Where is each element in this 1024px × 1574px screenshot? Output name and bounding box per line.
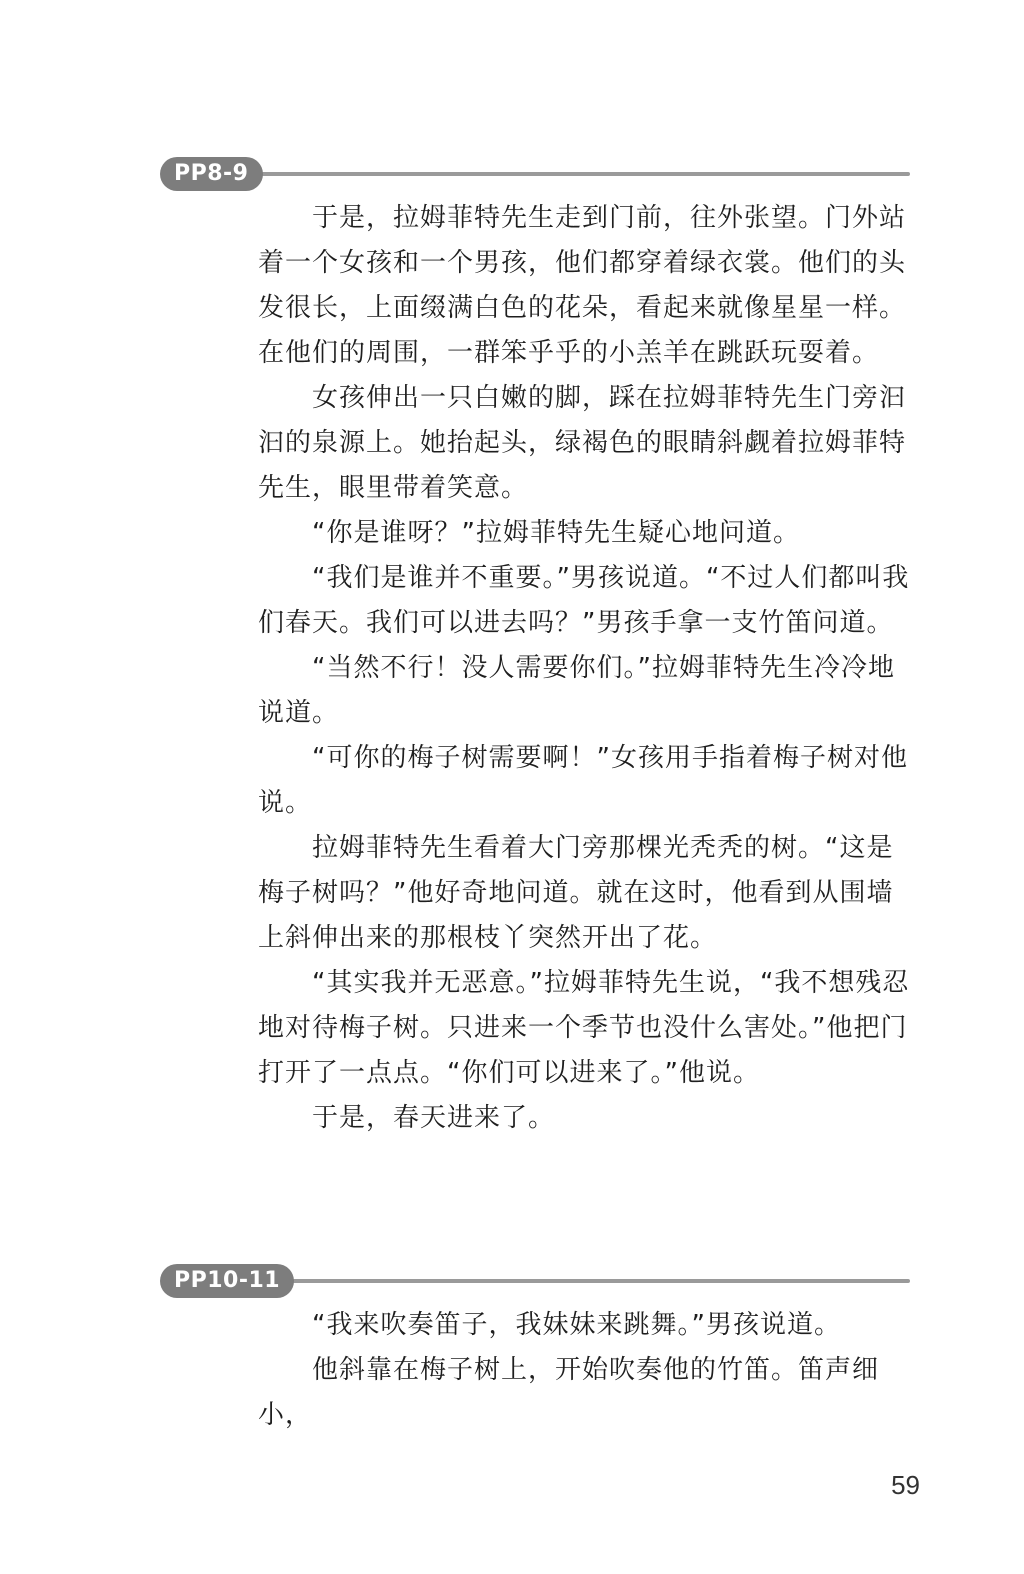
paragraph: “其实我并无恶意。”拉姆菲特先生说，“我不想残忍地对待梅子树。只进来一个季节也没什么害处。”他把门打开了一点点。“你们可以进来了。”他说。 <box>258 968 910 1088</box>
section-label-badge: PP10-11 <box>160 1264 294 1298</box>
paragraph: 拉姆菲特先生看着大门旁那棵光秃秃的树。“这是梅子树吗？”他好奇地问道。就在这时，他看到从围墙上斜伸出来的那根枝丫突然开出了花。 <box>258 833 894 953</box>
paragraph: “你是谁呀？”拉姆菲特先生疑心地问道。 <box>312 518 800 548</box>
section-divider-line <box>200 172 910 176</box>
section-body-pp10-11 <box>258 1303 910 1438</box>
page-number: 59 <box>891 1470 920 1500</box>
paragraph: 他斜靠在梅子树上，开始吹奏他的竹笛。笛声细小， <box>258 1355 880 1430</box>
section-body-pp8-9 <box>258 196 910 1141</box>
paragraph: 于是，春天进来了。 <box>312 1103 556 1133</box>
paragraph: “我们是谁并不重要。”男孩说道。“不过人们都叫我们春天。我们可以进去吗？”男孩手拿一支竹笛问道。 <box>258 563 910 638</box>
paragraph: “我来吹奏笛子，我妹妹来跳舞。”男孩说道。 <box>312 1310 841 1340</box>
section-label-badge: PP8-9 <box>160 157 263 191</box>
paragraph: “当然不行！没人需要你们。”拉姆菲特先生冷冷地说道。 <box>258 653 895 728</box>
paragraph: 于是，拉姆菲特先生走到门前，往外张望。门外站着一个女孩和一个男孩，他们都穿着绿衣裳。他们的头发很长，上面缀满白色的花朵，看起来就像星星一样。在他们的周围，一群笨乎乎的小羔羊在跳跃玩耍着。 <box>258 203 907 368</box>
section-header-pp8-9 <box>160 157 910 191</box>
paragraph: “可你的梅子树需要啊！”女孩用手指着梅子树对他说。 <box>258 743 908 818</box>
section-divider-line <box>240 1279 910 1283</box>
paragraph: 女孩伸出一只白嫩的脚，踩在拉姆菲特先生门旁汩汩的泉源上。她抬起头，绿褐色的眼睛斜觑着拉姆菲特先生，眼里带着笑意。 <box>258 383 907 503</box>
section-header-pp10-11 <box>160 1264 910 1298</box>
